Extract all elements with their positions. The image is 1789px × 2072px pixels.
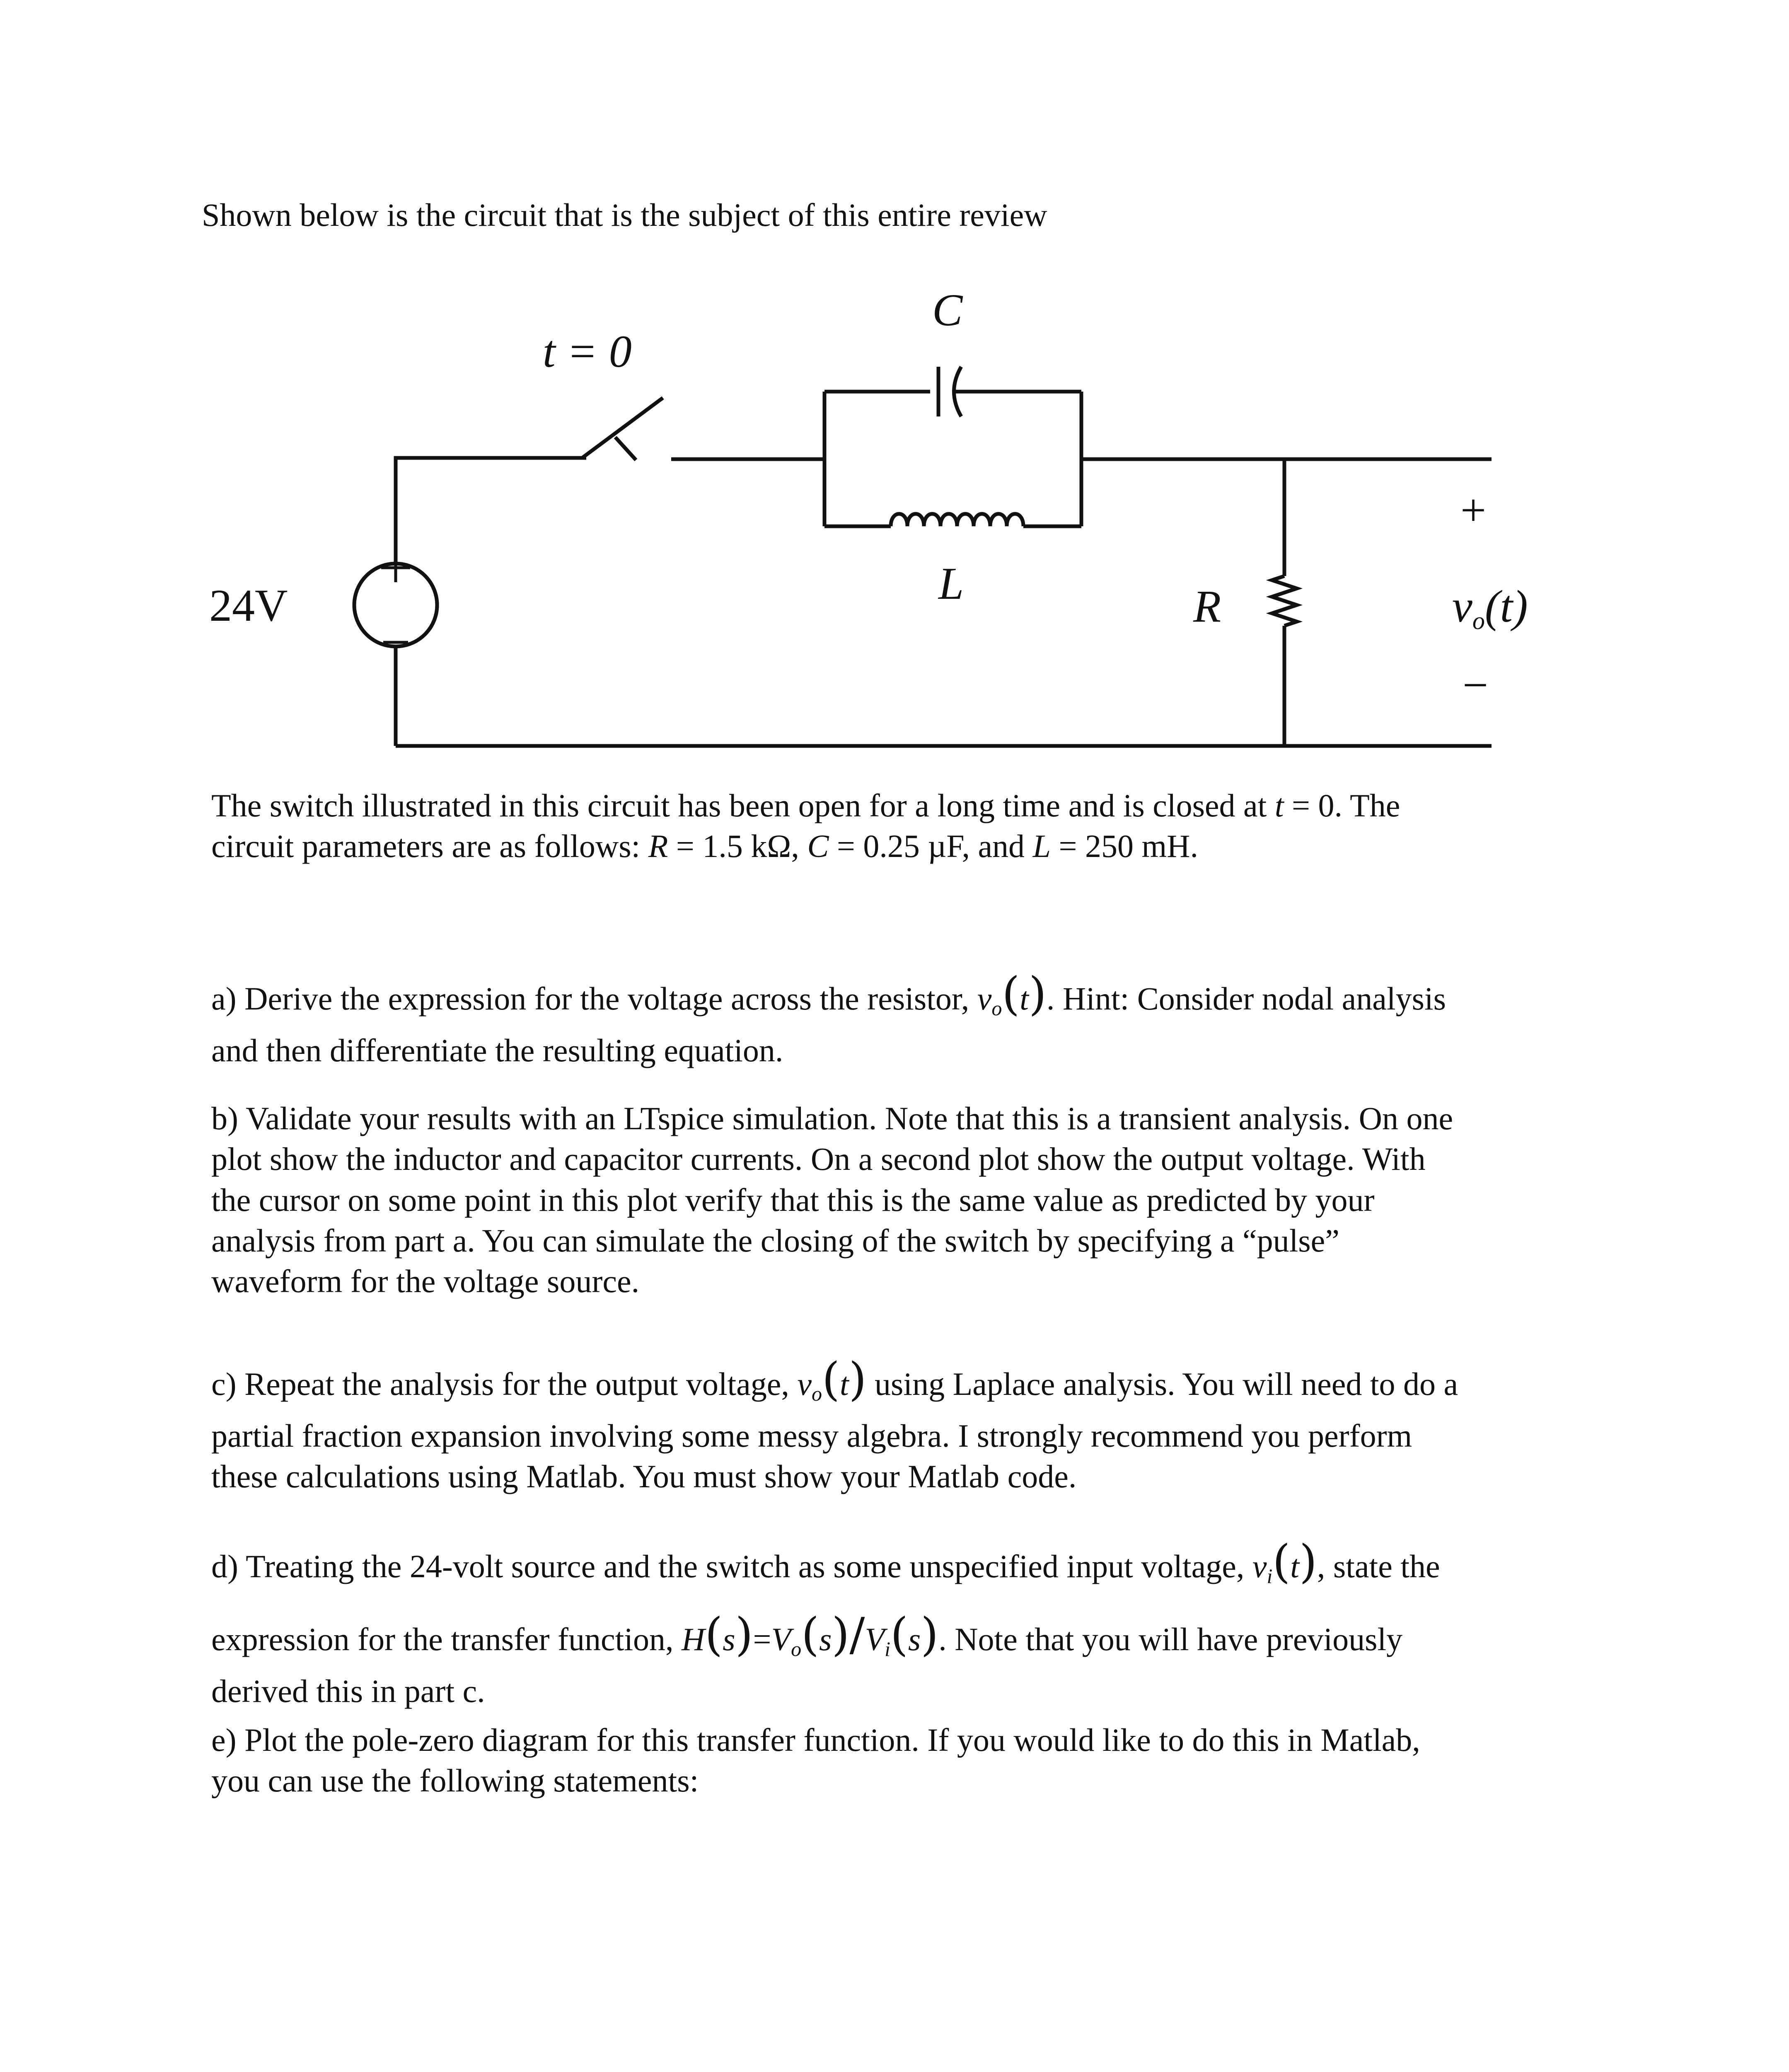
part-b [211, 1098, 1603, 1302]
part-d-line-1: d) Treating the 24-volt source and the switch as some unspecified input voltage, $v_i(t)$, state the [211, 1535, 1440, 1588]
part-b-line: waveform for the voltage source. [211, 1263, 640, 1300]
part-a [211, 957, 1603, 1071]
output-voltage-label: vo(t) [1452, 581, 1528, 634]
part-c-line-3: these calculations using Matlab. You must show your Matlab code. [211, 1458, 1077, 1495]
wire-top-left [396, 458, 586, 564]
part-e [211, 1720, 1603, 1801]
part-b-line: analysis from part a. You can simulate the closing of the switch by specifying a “pulse” [211, 1222, 1339, 1259]
part-b-line: the cursor on some point in this plot verify that this is the same value as predicted by your [211, 1181, 1375, 1218]
circuit-diagram [0, 0, 1789, 787]
part-e-line-1: e) Plot the pole-zero diagram for this transfer function. If you would like to do this in Matlab, [211, 1722, 1420, 1758]
output-plus-label: + [1460, 485, 1487, 535]
part-c-line-2: partial fraction expansion involving some messy algebra. I strongly recommend you perform [211, 1418, 1412, 1454]
inductor-label: L [938, 558, 964, 609]
part-a-line-2: and then differentiate the resulting equation. [211, 1032, 783, 1068]
inductor-coil [891, 514, 1023, 526]
switch-blade [582, 398, 663, 458]
source-label: 24V [209, 580, 288, 631]
part-e-line-2: you can use the following statements: [211, 1762, 699, 1799]
switch-label: t = 0 [543, 326, 632, 377]
switch-tail [615, 437, 636, 460]
intro-text: Shown below is the circuit that is the subject of this entire review [202, 197, 1047, 233]
output-minus-label: − [1463, 660, 1489, 710]
part-d-line-2: expression for the transfer function, $H(s)=V_o(s)/V_i(s)$. Note that you will have previously [211, 1608, 1403, 1661]
capacitor-label: C [932, 285, 963, 335]
description-line-1: The switch illustrated in this circuit has been open for a long time and is closed at t = 0. The [211, 787, 1400, 823]
part-d-line-3: derived this in part c. [211, 1673, 485, 1709]
resistor-zigzag [1272, 576, 1297, 626]
part-c [211, 1343, 1603, 1497]
description-line-2: circuit parameters are as follows: R = 1.5 kΩ, C = 0.25 µF, and L = 250 mH. [211, 828, 1198, 864]
part-a-line-1: a) Derive the expression for the voltage across the resistor, $v_o(t)$. Hint: Consider nodal analysis [211, 967, 1446, 1020]
part-b-line: plot show the inductor and capacitor currents. On a second plot show the output voltage. With [211, 1141, 1426, 1177]
resistor-label: R [1193, 581, 1221, 632]
part-c-line-1: c) Repeat the analysis for the output voltage, $v_o(t)$ using Laplace analysis. You will need to do a [211, 1353, 1458, 1406]
source-plus-sign [381, 553, 410, 582]
part-d [211, 1525, 1603, 1711]
part-b-line: b) Validate your results with an LTspice simulation. Note that this is a transient analysis. On one [211, 1100, 1453, 1136]
circuit-description [211, 785, 1603, 867]
